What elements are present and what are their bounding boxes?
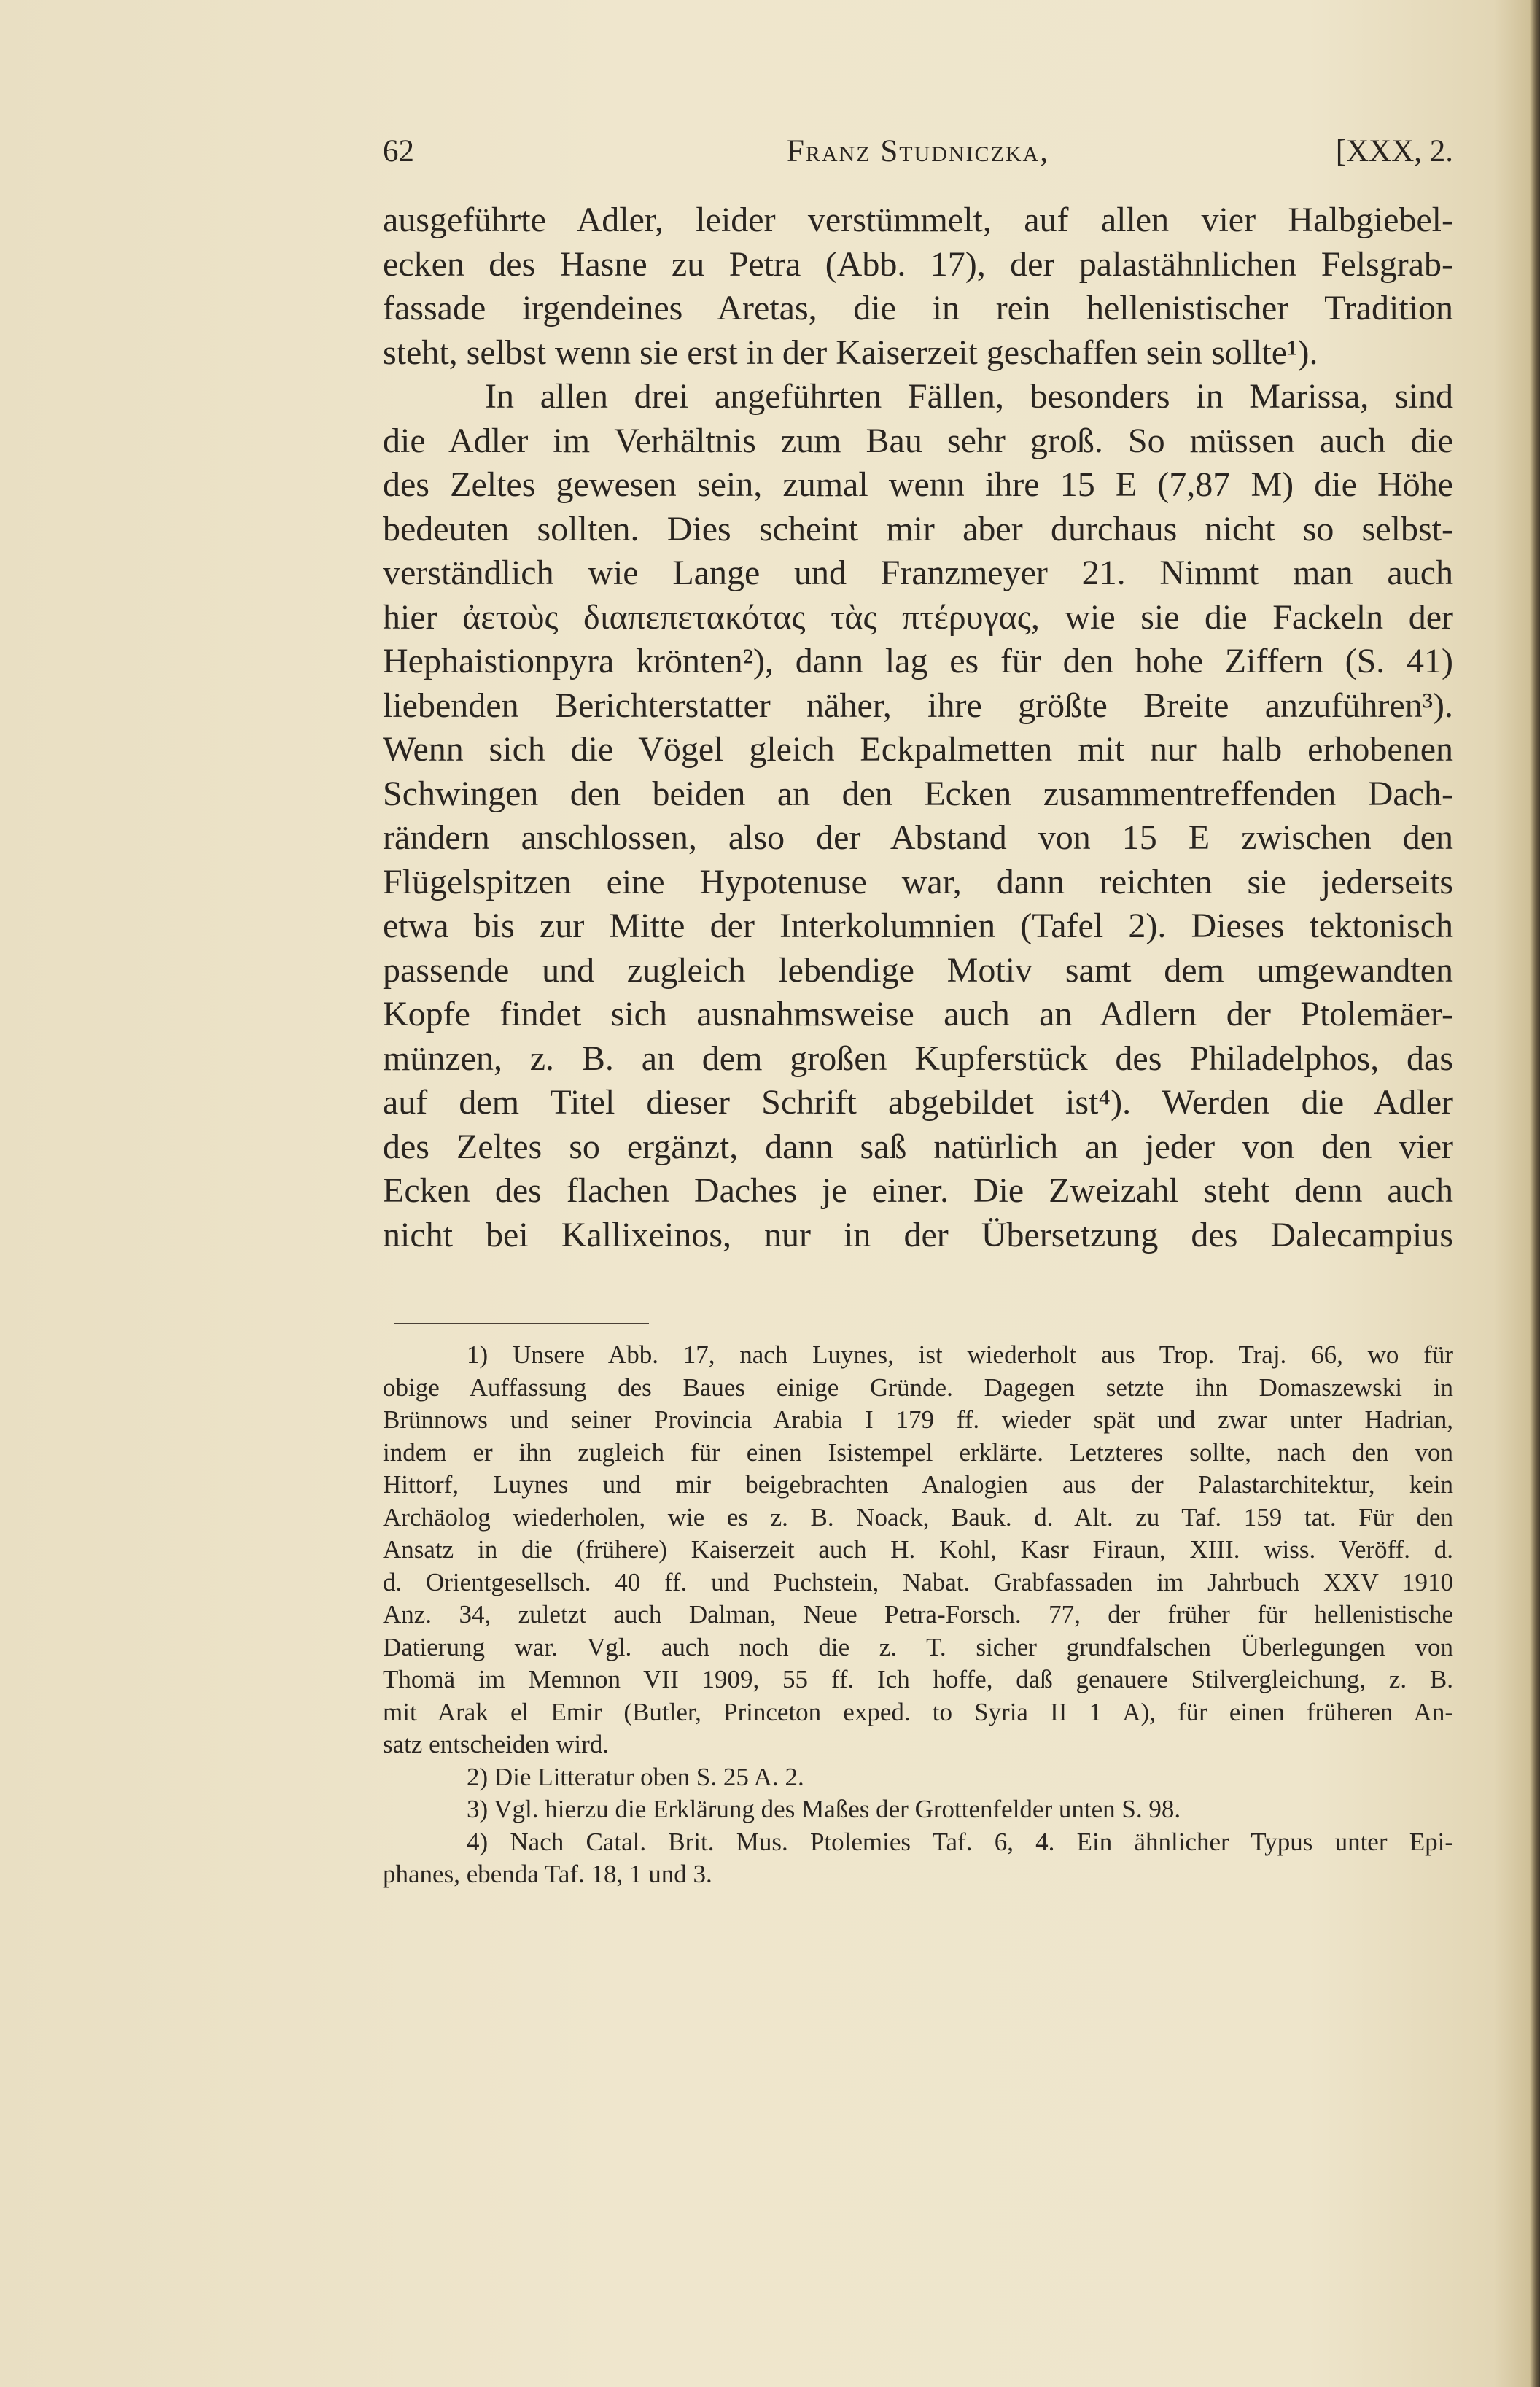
body-line: fassade irgendeines Aretas, die in rein hellenistischer Tradition [383,289,1453,327]
body-line: die Adler im Verhältnis zum Bau sehr groß. So müssen auch die [383,421,1453,460]
body-line: nicht bei Kallixeinos, nur in der Übersetzung des Dalecampius [383,1215,1453,1254]
footnote-line: Thomä im Memnon VII 1909, 55 ff. Ich hoffe, daß genauere Stilvergleichung, z. B. [383,1665,1453,1693]
footnote-line: 4) Nach Catal. Brit. Mus. Ptolemies Taf. 6, 4. Ein ähnlicher Typus unter Epi- [467,1827,1453,1856]
running-section: [XXX, 2. [1335,134,1453,168]
body-line: Schwingen den beiden an den Ecken zusammentreffenden Dach- [383,774,1453,813]
footnote-line: indem er ihn zugleich für einen Isistempel erklärte. Letzteres sollte, nach den von [383,1437,1453,1467]
body-line: hier ἀετοὺς διαπεπετακότας τὰς πτέρυγας, wie sie die Fackeln der [383,597,1453,637]
body-line: auf dem Titel dieser Schrift abgebildet ist⁴). Werden die Adler [383,1083,1453,1122]
footnote-line: mit Arak el Emir (Butler, Princeton exped. to Syria II 1 A), für einen früheren An- [383,1697,1453,1726]
footnotes [383,1339,1453,1891]
body-line: In allen drei angeführten Fällen, besonders in Marissa, sind [485,377,1453,416]
body-line: des Zeltes so ergänzt, dann saß natürlich an jeder von den vier [383,1127,1453,1166]
body-line: Ecken des flachen Daches je einer. Die Zweizahl steht denn auch [383,1171,1453,1210]
footnote-line: d. Orientgesellsch. 40 ff. und Puchstein, Nabat. Grabfassaden im Jahrbuch XXV 1910 [383,1567,1453,1596]
body-line: des Zeltes gewesen sein, zumal wenn ihre 15 E (7,87 M) die Höhe [383,465,1453,504]
footnote-line: Anz. 34, zuletzt auch Dalman, Neue Petra-Forsch. 77, der früher für hellenistische [383,1600,1453,1629]
body-line: Flügelspitzen eine Hypotenuse war, dann reichten sie jederseits [383,862,1453,901]
footnote-line: Archäolog wiederholen, wie es z. B. Noack, Bauk. d. Alt. zu Taf. 159 tat. Für den [383,1502,1453,1532]
footnote-line: phanes, ebenda Taf. 18, 1 und 3. [383,1860,712,1888]
footnote-rule [394,1323,649,1324]
body-line: steht, selbst wenn sie erst in der Kaiserzeit geschaffen sein sollte¹). [383,333,1318,372]
page-number: 62 [383,134,414,168]
page-edge [1530,0,1540,2387]
body-line: ausgeführte Adler, leider verstümmelt, auf allen vier Halbgiebel- [383,201,1453,239]
footnote-line: 3) Vgl. hierzu die Erklärung des Maßes der Grottenfelder unten S. 98. [467,1795,1181,1823]
running-title-author: Franz Studniczka, [787,134,1049,168]
body-line: liebenden Berichterstatter näher, ihre größte Breite anzuführen³). [383,686,1453,725]
footnote-line: Ansatz in die (frühere) Kaiserzeit auch H. Kohl, Kasr Firaun, XIII. wiss. Veröff. d. [383,1535,1453,1564]
body-line: ecken des Hasne zu Petra (Abb. 17), der palastähnlichen Felsgrab- [383,244,1453,284]
body-line: münzen, z. B. an dem großen Kupferstück des Philadelphos, das [383,1039,1453,1078]
footnote-line: Hittorf, Luynes und mir beigebrachten Analogien aus der Palastarchitektur, kein [383,1470,1453,1499]
body-line: bedeuten sollten. Dies scheint mir aber durchaus nicht so selbst- [383,509,1453,548]
body-line: etwa bis zur Mitte der Interkolumnien (Tafel 2). Dieses tektonisch [383,907,1453,945]
body-text [383,198,1453,1257]
body-line: Hephaistionpyra krönten²), dann lag es für den hohe Ziffern (S. 41) [383,642,1453,680]
footnote-line: Brünnows und seiner Provincia Arabia I 179 ff. wieder spät und zwar unter Hadrian, [383,1405,1453,1434]
footnote-line: Datierung war. Vgl. auch noch die z. T. sicher grundfalschen Überlegungen von [383,1632,1453,1661]
footnote-line: 2) Die Litteratur oben S. 25 A. 2. [467,1762,804,1791]
running-header [383,130,1453,174]
footnote-line: obige Auffassung des Baues einige Gründe. Dagegen setzte ihn Domaszewski in [383,1373,1453,1402]
body-line: Kopfe findet sich ausnahmsweise auch an Adlern der Ptolemäer- [383,995,1453,1033]
footnote-line: satz entscheiden wird. [383,1730,610,1758]
body-line: passende und zugleich lebendige Motiv samt dem umgewandten [383,950,1453,990]
body-line: rändern anschlossen, also der Abstand von 15 E zwischen den [383,818,1453,857]
body-line: verständlich wie Lange und Franzmeyer 21. Nimmt man auch [383,554,1453,592]
body-line: Wenn sich die Vögel gleich Eckpalmetten mit nur halb erhobenen [383,730,1453,769]
footnote-line: 1) Unsere Abb. 17, nach Luynes, ist wiederholt aus Trop. Traj. 66, wo für [467,1340,1453,1369]
